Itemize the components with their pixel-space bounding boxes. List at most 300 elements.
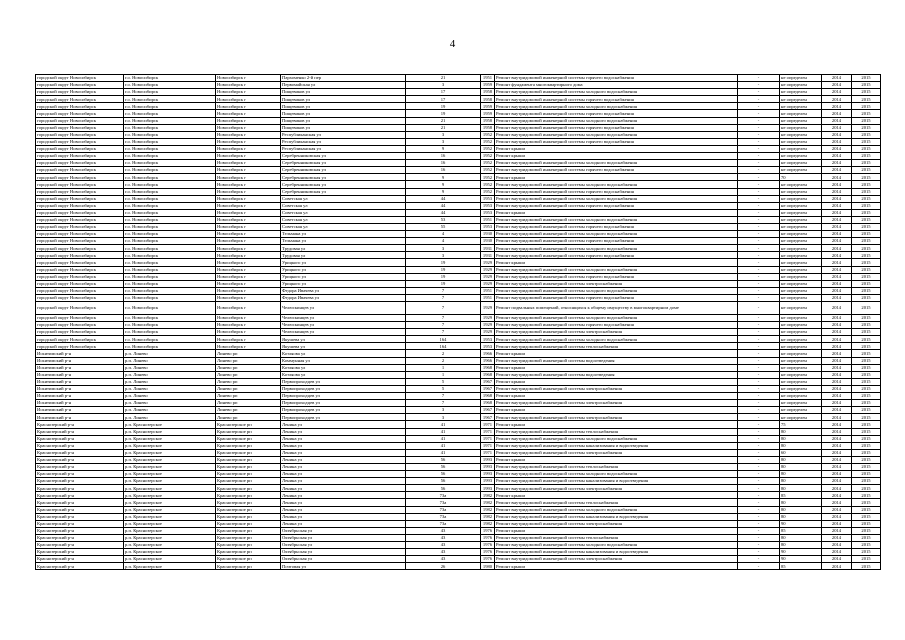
cost-cell: 80	[780, 485, 822, 492]
locality-cell: Краснозерское рп	[216, 456, 281, 463]
locality-cell: Краснозерское рп	[216, 471, 281, 478]
start-year-cell: 2014	[822, 117, 852, 124]
house-number-cell: 43	[406, 534, 481, 541]
build-year-cell: 1993	[481, 478, 495, 485]
start-year-cell: 2014	[822, 549, 852, 556]
cost-cell: не определен	[780, 223, 822, 230]
end-year-cell: 2015	[852, 563, 881, 570]
table-row	[36, 302, 881, 315]
start-year-cell: 2014	[822, 110, 852, 117]
work-type-cell: Ремонт внутридомовой инженерной системы горячего водоснабжения	[495, 202, 738, 209]
work-type-cell: Ремонт внутридомовой инженерной системы электроснабжения	[495, 520, 738, 527]
cost-cell: не определен	[780, 216, 822, 223]
settlement-cell: г.о. Новосибирск	[124, 259, 216, 266]
settlement-cell: г.о. Новосибирск	[124, 117, 216, 124]
work-type-cell: Ремонт крыши	[495, 492, 738, 499]
settlement-cell: г.о. Новосибирск	[124, 202, 216, 209]
municipality-cell: Искитимский р-н	[36, 357, 124, 364]
municipality-cell: городской округ Новосибирск	[36, 231, 124, 238]
start-year-cell: 2014	[822, 96, 852, 103]
end-year-cell: 2015	[852, 478, 881, 485]
start-year-cell: 2014	[822, 103, 852, 110]
work-type-cell: Ремонт внутридомовой инженерной системы горячего водоснабжения	[495, 223, 738, 230]
placeholder-cell: -	[738, 238, 780, 245]
street-cell: Советская ул	[281, 216, 406, 223]
build-year-cell: 1966	[481, 350, 495, 357]
start-year-cell: 2014	[822, 131, 852, 138]
street-cell: Ленина ул	[281, 449, 406, 456]
start-year-cell: 2014	[822, 138, 852, 145]
end-year-cell: 2015	[852, 471, 881, 478]
settlement-cell: г.о. Новосибирск	[124, 145, 216, 152]
work-type-cell: Ремонт крыши	[495, 259, 738, 266]
street-cell: Ленина ул	[281, 485, 406, 492]
locality-cell: Новосибирск г	[216, 202, 281, 209]
work-type-cell: Ремонт внутридомовой инженерной системы холодного водоснабжения	[495, 117, 738, 124]
municipality-cell: городской округ Новосибирск	[36, 216, 124, 223]
locality-cell: Новосибирск г	[216, 75, 281, 82]
work-type-cell: Ремонт крыши	[495, 421, 738, 428]
house-number-cell: 3	[406, 82, 481, 89]
end-year-cell: 2015	[852, 456, 881, 463]
cost-cell: 85	[780, 563, 822, 570]
build-year-cell: 1971	[481, 428, 495, 435]
municipality-cell: городской округ Новосибирск	[36, 181, 124, 188]
settlement-cell: г.о. Новосибирск	[124, 287, 216, 294]
settlement-cell: г.о. Новосибирск	[124, 160, 216, 167]
locality-cell: Новосибирск г	[216, 245, 281, 252]
house-number-cell: 3	[406, 131, 481, 138]
build-year-cell: 1959	[481, 82, 495, 89]
start-year-cell: 2014	[822, 336, 852, 343]
start-year-cell: 2014	[822, 195, 852, 202]
locality-cell: Краснозерское рп	[216, 527, 281, 534]
end-year-cell: 2015	[852, 378, 881, 385]
house-number-cell: 1	[406, 364, 481, 371]
street-cell: Серебренниковская ул	[281, 160, 406, 167]
start-year-cell: 2014	[822, 252, 852, 259]
start-year-cell: 2014	[822, 357, 852, 364]
placeholder-cell: -	[738, 160, 780, 167]
street-cell: Пархоменко 2-й пер	[281, 75, 406, 82]
house-number-cell: 41	[406, 421, 481, 428]
house-number-cell: 56	[406, 485, 481, 492]
locality-cell: Линево рп	[216, 371, 281, 378]
table-row	[36, 407, 881, 414]
end-year-cell: 2015	[852, 117, 881, 124]
municipality-cell: городской округ Новосибирск	[36, 259, 124, 266]
locality-cell: Новосибирск г	[216, 138, 281, 145]
start-year-cell: 2014	[822, 245, 852, 252]
street-cell: Пищевиков ул	[281, 117, 406, 124]
street-cell: Советская ул	[281, 202, 406, 209]
work-type-cell: Ремонт крыши	[495, 456, 738, 463]
work-type-cell: Ремонт внутридомовой инженерной системы горячего водоснабжения	[495, 167, 738, 174]
settlement-cell: г.о. Новосибирск	[124, 138, 216, 145]
table-row	[36, 117, 881, 124]
settlement-cell: г.о. Новосибирск	[124, 231, 216, 238]
end-year-cell: 2015	[852, 153, 881, 160]
locality-cell: Новосибирск г	[216, 110, 281, 117]
work-type-cell: Ремонт внутридомовой инженерной системы горячего водоснабжения	[495, 188, 738, 195]
start-year-cell: 2014	[822, 400, 852, 407]
cost-cell: не определен	[780, 259, 822, 266]
build-year-cell: 1980	[481, 563, 495, 570]
placeholder-cell: -	[738, 117, 780, 124]
cost-cell: 80	[780, 534, 822, 541]
table-row	[36, 371, 881, 378]
settlement-cell: р.п. Линево	[124, 364, 216, 371]
street-cell: Якушева ул	[281, 336, 406, 343]
street-cell: Тельмана ул	[281, 238, 406, 245]
work-type-cell: Ремонт внутридомовой инженерной системы электроснабжения	[495, 485, 738, 492]
street-cell: Якушева ул	[281, 343, 406, 350]
cost-cell: не определен	[780, 273, 822, 280]
locality-cell: Новосибирск г	[216, 280, 281, 287]
street-cell: Советская ул	[281, 223, 406, 230]
settlement-cell: г.о. Новосибирск	[124, 89, 216, 96]
end-year-cell: 2015	[852, 549, 881, 556]
locality-cell: Краснозерское рп	[216, 534, 281, 541]
build-year-cell: 1967	[481, 385, 495, 392]
locality-cell: Краснозерское рп	[216, 506, 281, 513]
settlement-cell: г.о. Новосибирск	[124, 322, 216, 329]
municipality-cell: Искитимский р-н	[36, 378, 124, 385]
build-year-cell: 1971	[481, 435, 495, 442]
house-number-cell: 7	[406, 287, 481, 294]
work-type-cell: Ремонт внутридомовой инженерной системы горячего водоснабжения	[495, 110, 738, 117]
cost-cell: не определен	[780, 371, 822, 378]
house-number-cell: 19	[406, 110, 481, 117]
placeholder-cell: -	[738, 414, 780, 421]
settlement-cell: г.о. Новосибирск	[124, 223, 216, 230]
settlement-cell: г.о. Новосибирск	[124, 96, 216, 103]
end-year-cell: 2015	[852, 385, 881, 392]
work-type-cell: Ремонт внутридомовой инженерной системы теплоснабжения	[495, 343, 738, 350]
work-type-cell: Ремонт крыши	[495, 407, 738, 414]
street-cell: Урицкого ул	[281, 259, 406, 266]
locality-cell: Новосибирск г	[216, 82, 281, 89]
build-year-cell: 1929	[481, 329, 495, 336]
placeholder-cell: -	[738, 350, 780, 357]
street-cell: Ленина ул	[281, 520, 406, 527]
end-year-cell: 2015	[852, 280, 881, 287]
table-row	[36, 138, 881, 145]
municipality-cell: городской округ Новосибирск	[36, 103, 124, 110]
placeholder-cell: -	[738, 82, 780, 89]
settlement-cell: р.п. Линево	[124, 378, 216, 385]
placeholder-cell: -	[738, 138, 780, 145]
locality-cell: Линево рп	[216, 364, 281, 371]
cost-cell: не определен	[780, 138, 822, 145]
placeholder-cell: -	[738, 556, 780, 563]
table-row	[36, 534, 881, 541]
work-type-cell: Ремонт внутридомовой инженерной системы горячего водоснабжения	[495, 273, 738, 280]
settlement-cell: р.п. Краснозерское	[124, 485, 216, 492]
street-cell: Коммунная ул	[281, 357, 406, 364]
house-number-cell: 56	[406, 478, 481, 485]
municipality-cell: Краснозерский р-н	[36, 485, 124, 492]
table-row	[36, 294, 881, 301]
page-number: 4	[449, 38, 456, 50]
work-type-cell: Ремонт внутридомовой инженерной системы холодного водоснабжения	[495, 542, 738, 549]
table-row	[36, 485, 881, 492]
municipality-cell: Краснозерский р-н	[36, 442, 124, 449]
settlement-cell: г.о. Новосибирск	[124, 209, 216, 216]
locality-cell: Новосибирск г	[216, 336, 281, 343]
work-type-cell: Ремонт внутридомовой инженерной системы горячего водоснабжения	[495, 322, 738, 329]
house-number-cell: 5	[406, 378, 481, 385]
house-number-cell: 56	[406, 456, 481, 463]
street-cell: Октябрьская ул	[281, 527, 406, 534]
locality-cell: Новосибирск г	[216, 223, 281, 230]
table-row	[36, 131, 881, 138]
placeholder-cell: -	[738, 245, 780, 252]
placeholder-cell: -	[738, 167, 780, 174]
table-row	[36, 463, 881, 470]
start-year-cell: 2014	[822, 329, 852, 336]
table-row	[36, 414, 881, 421]
start-year-cell: 2014	[822, 82, 852, 89]
settlement-cell: г.о. Новосибирск	[124, 82, 216, 89]
municipality-cell: городской округ Новосибирск	[36, 124, 124, 131]
street-cell: Советская ул	[281, 209, 406, 216]
settlement-cell: г.о. Новосибирск	[124, 216, 216, 223]
municipality-cell: городской округ Новосибирск	[36, 82, 124, 89]
table-row	[36, 549, 881, 556]
work-type-cell: Ремонт внутридомовой инженерной системы электроснабжения	[495, 400, 738, 407]
table-row	[36, 442, 881, 449]
cost-cell: не определен	[780, 202, 822, 209]
end-year-cell: 2015	[852, 499, 881, 506]
table-row	[36, 421, 881, 428]
municipality-cell: Краснозерский р-н	[36, 520, 124, 527]
street-cell: Ленина ул	[281, 456, 406, 463]
table-row	[36, 506, 881, 513]
settlement-cell: г.о. Новосибирск	[124, 195, 216, 202]
start-year-cell: 2014	[822, 89, 852, 96]
start-year-cell: 2014	[822, 364, 852, 371]
end-year-cell: 2015	[852, 492, 881, 499]
work-type-cell: Ремонт внутридомовой инженерной системы горячего водоснабжения	[495, 238, 738, 245]
locality-cell: Новосибирск г	[216, 294, 281, 301]
locality-cell: Линево рп	[216, 350, 281, 357]
work-type-cell: Ремонт внутридомовой инженерной системы холодного водоснабжения	[495, 216, 738, 223]
municipality-cell: городской округ Новосибирск	[36, 294, 124, 301]
locality-cell: Новосибирск г	[216, 315, 281, 322]
house-number-cell: 7	[406, 322, 481, 329]
build-year-cell: 1952	[481, 160, 495, 167]
settlement-cell: г.о. Новосибирск	[124, 110, 216, 117]
table-row	[36, 103, 881, 110]
street-cell: Ленина ул	[281, 478, 406, 485]
build-year-cell: 1971	[481, 442, 495, 449]
house-number-cell: 2	[406, 350, 481, 357]
placeholder-cell: -	[738, 364, 780, 371]
build-year-cell: 1967	[481, 414, 495, 421]
cost-cell: 70	[780, 174, 822, 181]
build-year-cell: 1953	[481, 195, 495, 202]
street-cell: Серебренниковская ул	[281, 174, 406, 181]
street-cell: Ленина ул	[281, 492, 406, 499]
settlement-cell: р.п. Краснозерское	[124, 506, 216, 513]
build-year-cell: 1958	[481, 117, 495, 124]
house-number-cell: 19	[406, 273, 481, 280]
table-row	[36, 343, 881, 350]
municipality-cell: городской округ Новосибирск	[36, 174, 124, 181]
table-row	[36, 456, 881, 463]
start-year-cell: 2014	[822, 407, 852, 414]
street-cell: Советская ул	[281, 195, 406, 202]
table-row	[36, 96, 881, 103]
street-cell: Ленина ул	[281, 463, 406, 470]
build-year-cell: 1993	[481, 471, 495, 478]
house-number-cell: 43	[406, 549, 481, 556]
locality-cell: Новосибирск г	[216, 145, 281, 152]
street-cell: Первопроходцев ул	[281, 414, 406, 421]
work-type-cell: Ремонт внутридомовой инженерной системы канализования и водоотведения	[495, 513, 738, 520]
start-year-cell: 2014	[822, 216, 852, 223]
municipality-cell: городской округ Новосибирск	[36, 153, 124, 160]
work-type-cell: Ремонт внутридомовой инженерной системы электроснабжения	[495, 280, 738, 287]
municipality-cell: Краснозерский р-н	[36, 421, 124, 428]
locality-cell: Краснозерское рп	[216, 478, 281, 485]
municipality-cell: городской округ Новосибирск	[36, 245, 124, 252]
work-type-cell: Ремонт внутридомовой инженерной системы электроснабжения	[495, 385, 738, 392]
house-number-cell: 44	[406, 209, 481, 216]
cost-cell: не определен	[780, 407, 822, 414]
placeholder-cell: -	[738, 287, 780, 294]
settlement-cell: р.п. Краснозерское	[124, 534, 216, 541]
table-row	[36, 273, 881, 280]
settlement-cell: г.о. Новосибирск	[124, 131, 216, 138]
placeholder-cell: -	[738, 131, 780, 138]
house-number-cell: 56	[406, 471, 481, 478]
house-number-cell: 16	[406, 167, 481, 174]
cost-cell: 80	[780, 471, 822, 478]
work-type-cell: Ремонт внутридомовой инженерной системы теплоснабжения	[495, 428, 738, 435]
work-type-cell: Ремонт крыши	[495, 145, 738, 152]
end-year-cell: 2015	[852, 435, 881, 442]
table-row	[36, 385, 881, 392]
build-year-cell: 1993	[481, 485, 495, 492]
placeholder-cell: -	[738, 259, 780, 266]
cost-cell: не определен	[780, 350, 822, 357]
work-type-cell: Ремонт внутридомовой инженерной системы водоотведения	[495, 357, 738, 364]
settlement-cell: р.п. Краснозерское	[124, 449, 216, 456]
work-type-cell: Ремонт внутридомовой инженерной системы холодного водоснабжения	[495, 160, 738, 167]
start-year-cell: 2014	[822, 266, 852, 273]
locality-cell: Краснозерское рп	[216, 563, 281, 570]
settlement-cell: р.п. Краснозерское	[124, 428, 216, 435]
house-number-cell: 21	[406, 124, 481, 131]
municipality-cell: городской округ Новосибирск	[36, 287, 124, 294]
locality-cell: Новосибирск г	[216, 160, 281, 167]
start-year-cell: 2014	[822, 485, 852, 492]
work-type-cell: Ремонт внутридомовой инженерной системы холодного водоснабжения	[495, 315, 738, 322]
house-number-cell: 3	[406, 414, 481, 421]
locality-cell: Линево рп	[216, 357, 281, 364]
cost-cell: 80	[780, 456, 822, 463]
municipality-cell: Искитимский р-н	[36, 400, 124, 407]
start-year-cell: 2014	[822, 534, 852, 541]
work-type-cell: Ремонт внутридомовой инженерной системы горячего водоснабжения	[495, 138, 738, 145]
municipality-cell: городской округ Новосибирск	[36, 336, 124, 343]
house-number-cell: 55	[406, 223, 481, 230]
placeholder-cell: -	[738, 294, 780, 301]
municipality-cell: Искитимский р-н	[36, 385, 124, 392]
municipality-cell: Краснозерский р-н	[36, 549, 124, 556]
end-year-cell: 2015	[852, 556, 881, 563]
municipality-cell: Краснозерский р-н	[36, 428, 124, 435]
house-number-cell: 4	[406, 238, 481, 245]
build-year-cell: 1993	[481, 456, 495, 463]
street-cell: Первопроходцев ул	[281, 378, 406, 385]
table-row	[36, 315, 881, 322]
house-number-cell: 7	[406, 294, 481, 301]
placeholder-cell: -	[738, 442, 780, 449]
table-row	[36, 400, 881, 407]
work-type-cell: Ремонт внутридомовой инженерной системы холодного водоснабжения	[495, 245, 738, 252]
table-row	[36, 471, 881, 478]
work-type-cell: Ремонт внутридомовой инженерной системы горячего водоснабжения	[495, 124, 738, 131]
end-year-cell: 2015	[852, 428, 881, 435]
house-number-cell: 43	[406, 527, 481, 534]
table-row	[36, 75, 881, 82]
placeholder-cell: -	[738, 124, 780, 131]
build-year-cell: 1982	[481, 492, 495, 499]
table-row	[36, 287, 881, 294]
placeholder-cell: -	[738, 357, 780, 364]
placeholder-cell: -	[738, 209, 780, 216]
municipality-cell: городской округ Новосибирск	[36, 223, 124, 230]
cost-cell: не определен	[780, 322, 822, 329]
work-type-cell: Ремонт крыши	[495, 350, 738, 357]
end-year-cell: 2015	[852, 400, 881, 407]
street-cell: Первопроходцев ул	[281, 385, 406, 392]
locality-cell: Новосибирск г	[216, 96, 281, 103]
placeholder-cell: -	[738, 449, 780, 456]
house-number-cell: 4	[406, 231, 481, 238]
cost-cell: не определен	[780, 329, 822, 336]
placeholder-cell: -	[738, 252, 780, 259]
table-row	[36, 478, 881, 485]
table-row	[36, 364, 881, 371]
table-row	[36, 124, 881, 131]
table-row	[36, 266, 881, 273]
cost-cell: не определен	[780, 414, 822, 421]
end-year-cell: 2015	[852, 259, 881, 266]
build-year-cell: 1951	[481, 294, 495, 301]
house-number-cell: 73а	[406, 492, 481, 499]
build-year-cell: 1958	[481, 96, 495, 103]
municipality-cell: городской округ Новосибирск	[36, 315, 124, 322]
cost-cell: не определен	[780, 181, 822, 188]
table-row	[36, 428, 881, 435]
table-row	[36, 350, 881, 357]
placeholder-cell: -	[738, 188, 780, 195]
settlement-cell: г.о. Новосибирск	[124, 280, 216, 287]
placeholder-cell: -	[738, 223, 780, 230]
settlement-cell: р.п. Краснозерское	[124, 492, 216, 499]
cost-cell: не определен	[780, 103, 822, 110]
build-year-cell: 1952	[481, 153, 495, 160]
start-year-cell: 2014	[822, 499, 852, 506]
build-year-cell: 1993	[481, 463, 495, 470]
cost-cell: не определен	[780, 393, 822, 400]
work-type-cell: Ремонт внутридомовой инженерной системы холодного водоснабжения	[495, 435, 738, 442]
end-year-cell: 2015	[852, 167, 881, 174]
